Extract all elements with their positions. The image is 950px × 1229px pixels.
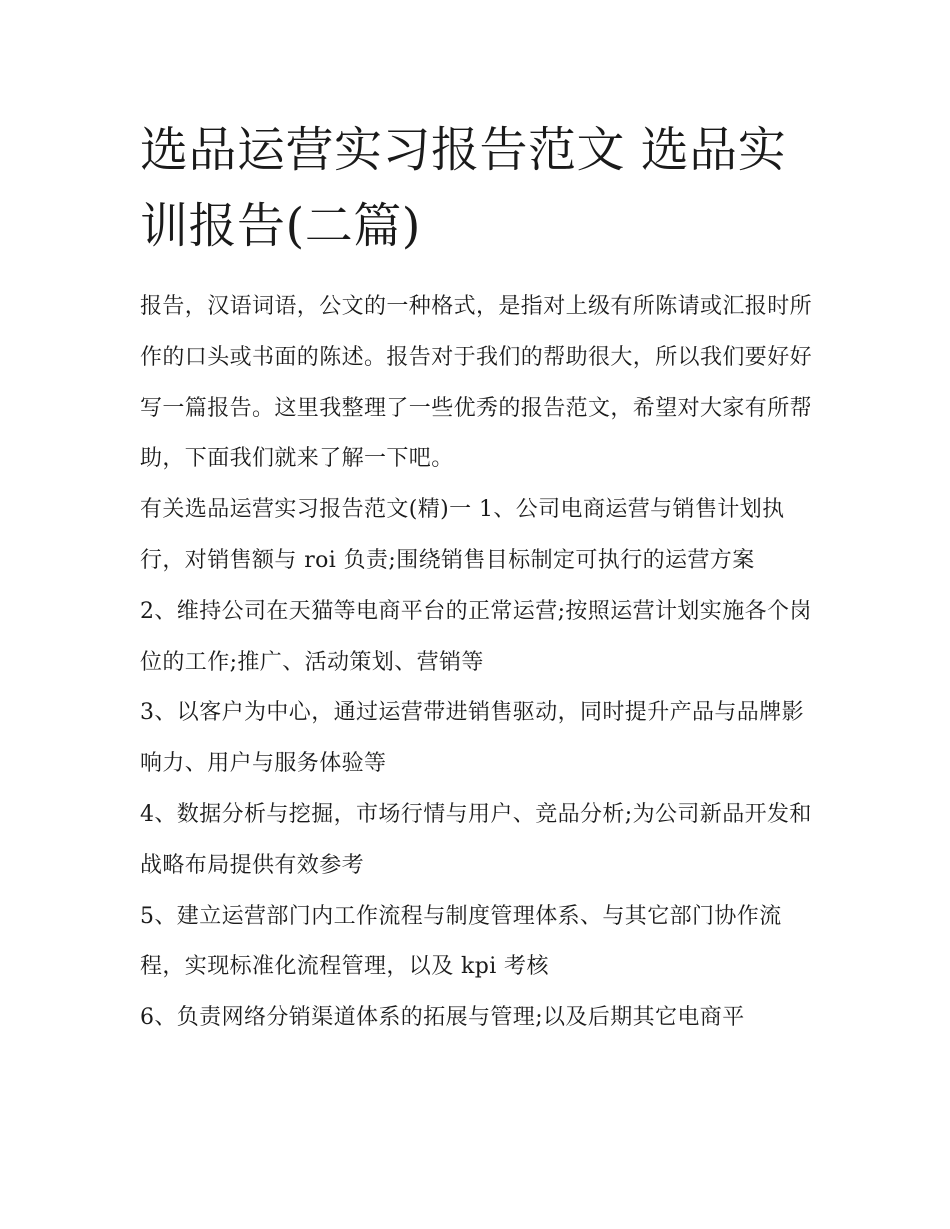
- document-body: [140, 112, 812, 1044]
- paragraph-item-1: 有关选品运营实习报告范文(精)一 1、公司电商运营与销售计划执行，对销售额与 roi 负责;围绕销售目标制定可执行的运营方案: [140, 497, 785, 573]
- paragraph-item-4: 4、数据分析与挖掘，市场行情与用户、竞品分析;为公司新品开发和战略布局提供有效参考: [140, 801, 812, 878]
- intro-paragraph: 报告，汉语词语，公文的一种格式，是指对上级有所陈请或汇报时所作的口头或书面的陈述。报告对于我们的帮助很大，所以我们要好好写一篇报告。这里我整理了一些优秀的报告范文，希望对大家有所帮助，下面我们就来了解一下吧。: [140, 294, 813, 472]
- paragraph-item-5: 5、建立运营部门内工作流程与制度管理体系、与其它部门协作流程，实现标准化流程管理，以及 kpi 考核: [140, 903, 782, 980]
- document-title: 选品运营实习报告范文 选品实训报告(二篇): [140, 122, 787, 254]
- paragraph-item-6: 6、负责网络分销渠道体系的拓展与管理;以及后期其它电商平: [140, 1005, 745, 1031]
- paragraph-item-3: 3、以客户为中心，通过运营带进销售驱动，同时提升产品与品牌影响力、用户与服务体验等: [140, 700, 804, 777]
- paragraph-item-2: 2、维持公司在天猫等电商平台的正常运营;按照运营计划实施各个岗位的工作;推广、活动策划、营销等: [140, 598, 812, 675]
